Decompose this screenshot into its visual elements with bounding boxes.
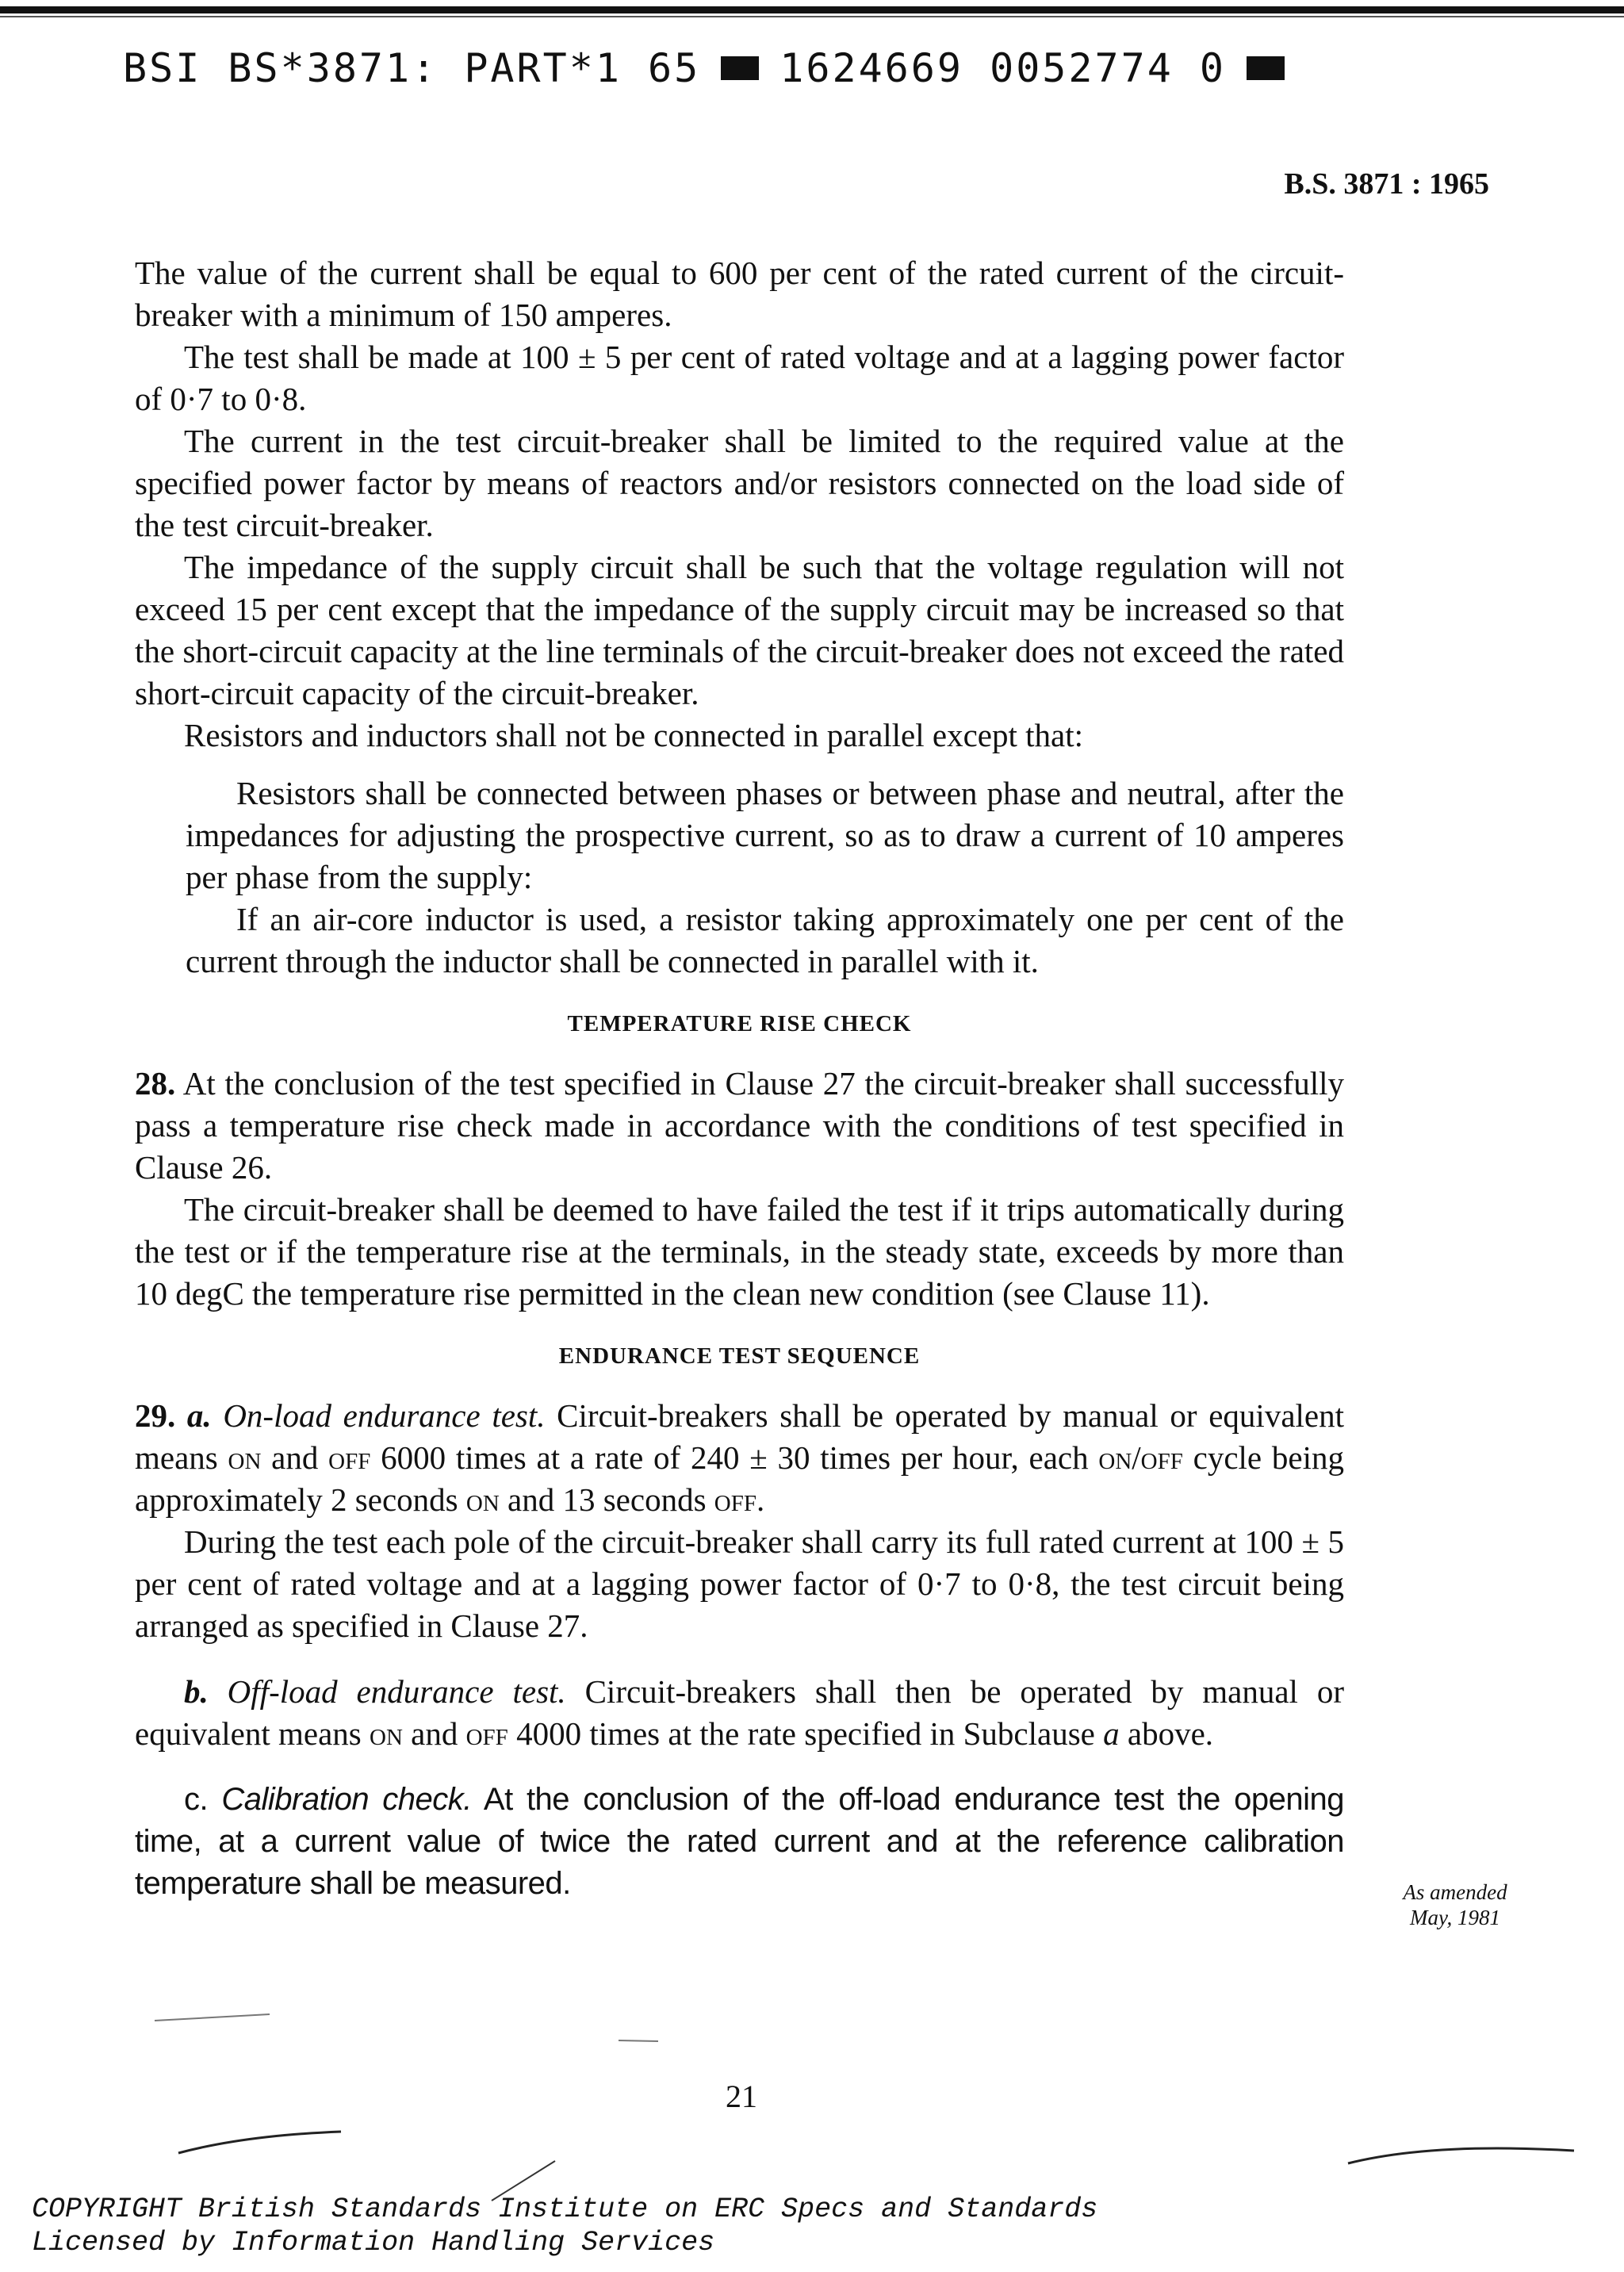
license-line: Licensed by Information Handling Services [32,2227,715,2259]
subclause-title: Calibration check. [221,1782,472,1817]
clause-29c-paragraph [135,1779,1344,1905]
scan-mark [178,2132,341,2153]
subclause-ref: a [1103,1715,1120,1752]
small-caps-term: on [370,1715,403,1752]
clause-text: 4000 times at the rate specified in Subclause [508,1715,1104,1752]
small-caps-term: on/off [1098,1439,1183,1476]
clause-text: and 13 seconds [499,1481,714,1518]
clause-text: Circuit-breakers shall then be operated by manual or equivalent means [135,1673,1345,1752]
clause-28-paragraph [135,1063,1344,1189]
document-code-number: 1624669 0052774 0 [779,45,1227,91]
clause-text: and [402,1715,466,1752]
clause-text: above. [1119,1715,1214,1752]
paragraph: The value of the current shall be equal to 600 per cent of the rated current of the circuit-breaker with a minimum of 150 amperes. [135,255,1344,333]
subclause-letter: a. [186,1397,212,1434]
standard-number: B.S. 3871 : 1965 [1284,167,1489,201]
scan-mark [619,2040,658,2041]
copyright-footer [32,2193,1097,2259]
paragraph: During the test each pole of the circuit-breaker shall carry its full rated current at 100 ± 5 per cent of rated voltage and at a lagging power factor of 0·7 to 0·8, the test circuit being arranged as specified in Clause 27. [135,1523,1344,1644]
page-number: 21 [726,2079,757,2114]
scan-mark [1348,2148,1574,2163]
small-caps-term: off [328,1439,371,1476]
subclause-letter: b. [184,1673,209,1710]
paragraph: The impedance of the supply circuit shall be such that the voltage regulation will not exceed 15 per cent except that the impedance of the supply circuit may be increased so that the short-circuit capacity at the line terminals of the circuit-breaker does not exceed the rated short-circuit capacity of the circuit-breaker. [135,549,1344,711]
amendment-note-line: As amended [1403,1880,1507,1904]
small-caps-term: off [714,1481,756,1518]
section-heading: TEMPERATURE RISE CHECK [567,1011,912,1036]
clause-text: At the conclusion of the off-load endurance test the opening time, at a current value of twice the rated current and at the reference calibration temperature shall be measured. [135,1782,1344,1901]
clause-text: At the conclusion of the test specified in Clause 27 the circuit-breaker shall successfully pass a temperature rise check made in accordance with the conditions of test specified in Clause 26. [135,1065,1344,1186]
section-heading: ENDURANCE TEST SEQUENCE [558,1343,921,1369]
clause-text: 6000 times at a rate of 240 ± 30 times per hour, each [370,1439,1099,1476]
indented-block [186,772,1344,983]
paragraph: Resistors and inductors shall not be connected in parallel except that: [184,717,1084,753]
subclause-title: On-load endurance test. [223,1397,546,1434]
document-code-stripe [123,44,1590,92]
barcode-block [1247,56,1285,80]
clause-number: 29. [135,1397,176,1434]
clause-number: 28. [135,1065,176,1102]
paragraph: The current in the test circuit-breaker shall be limited to the required value at the specified power factor by means of reactors and/or resistors connected on the load side of the test circuit-breaker. [135,423,1344,543]
subclause-letter: c. [184,1782,209,1817]
page-body [135,252,1344,1905]
amendment-note-line: May, 1981 [1410,1906,1500,1929]
paragraph: The circuit-breaker shall be deemed to have failed the test if it trips automatically during the test or if the temperature rise at the terminals, in the steady state, exceeds by more than 10 degC the temperature rise permitted in the clean new condition (see Clause 11). [135,1191,1344,1312]
barcode-block [721,56,759,80]
clause-text: Circuit-breakers shall be operated by manual or equivalent means [135,1397,1345,1476]
small-caps-term: off [465,1715,508,1752]
small-caps-term: on [228,1439,262,1476]
paragraph: Resistors shall be connected between phases or between phase and neutral, after the impedances for adjusting the prospective current, so as to draw a current of 10 amperes per phase from the supply: [186,775,1344,895]
clause-text: cycle being approximately 2 seconds [135,1439,1344,1518]
clause-29a-paragraph [135,1395,1344,1521]
scan-mark [155,2014,270,2021]
clause-29b-paragraph [135,1671,1344,1755]
clause-text: and [261,1439,329,1476]
paragraph: If an air-core inductor is used, a resistor taking approximately one per cent of the current through the inductor shall be connected in parallel with it. [186,901,1344,979]
scan-top-rule [0,6,1624,13]
copyright-line: COPYRIGHT British Standards Institute on ERC Specs and Standards [32,2193,1098,2225]
small-caps-term: on [465,1481,500,1518]
scan-top-rule-thin [0,16,1624,17]
amendment-note [1396,1879,1515,1930]
paragraph: The test shall be made at 100 ± 5 per cent of rated voltage and at a lagging power factor of 0·7 to 0·8. [135,339,1344,417]
subclause-title: Off-load endurance test. [227,1673,566,1710]
document-code: BSI BS*3871: PART*1 65 [123,45,701,91]
clause-text: . [756,1481,765,1518]
